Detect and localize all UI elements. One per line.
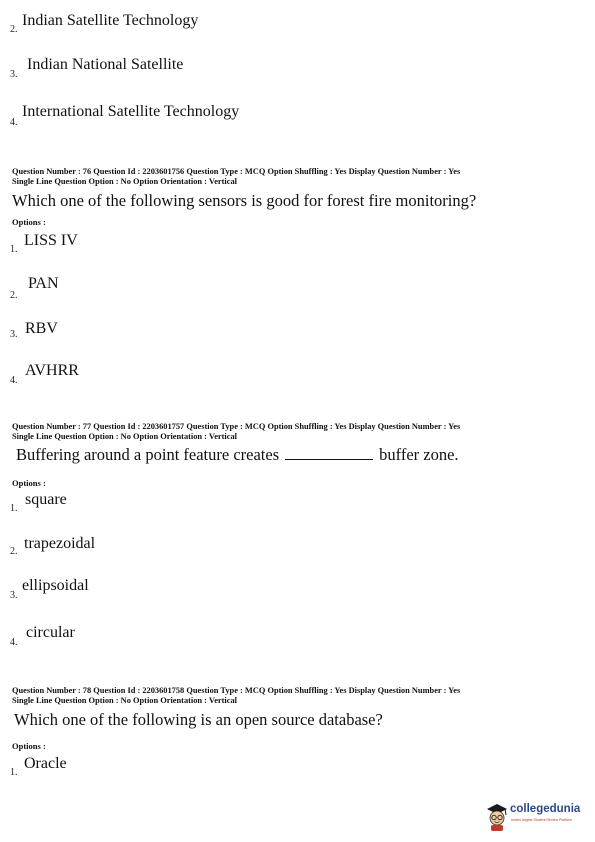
option-text: LISS IV bbox=[24, 232, 78, 249]
question-text-after-blank: buffer zone. bbox=[379, 445, 459, 464]
question-meta-line2: Single Line Question Option : No Option Orientation : Vertical bbox=[12, 696, 237, 705]
option-number: 4. bbox=[10, 375, 18, 386]
option-number: 2. bbox=[10, 290, 18, 301]
question-meta-line1: Question Number : 76 Question Id : 2203601756 Question Type : MCQ Option Shuffling : Yes Display Question Number : Yes bbox=[12, 167, 461, 176]
fill-in-blank bbox=[285, 458, 373, 460]
options-label: Options : bbox=[12, 741, 46, 751]
option-text: square bbox=[25, 491, 67, 508]
question-meta-line1: Question Number : 77 Question Id : 2203601757 Question Type : MCQ Option Shuffling : Yes Display Question Number : Yes bbox=[12, 422, 461, 431]
option-text: trapezoidal bbox=[24, 535, 96, 552]
question-meta bbox=[12, 422, 460, 442]
question-text: Which one of the following is an open source database? bbox=[14, 710, 383, 729]
option-text: Indian National Satellite bbox=[27, 56, 184, 73]
option-text: PAN bbox=[28, 275, 59, 292]
option-number: 1. bbox=[10, 244, 18, 255]
option-text: International Satellite Technology bbox=[22, 103, 240, 120]
question-meta-line2: Single Line Question Option : No Option Orientation : Vertical bbox=[12, 177, 237, 186]
option-number: 2. bbox=[10, 546, 18, 557]
question-meta-line2: Single Line Question Option : No Option Orientation : Vertical bbox=[12, 432, 237, 441]
option-text: AVHRR bbox=[25, 362, 79, 379]
option-number: 1. bbox=[10, 767, 18, 778]
question-meta bbox=[12, 167, 460, 187]
options-label: Options : bbox=[12, 217, 46, 227]
option-number: 4. bbox=[10, 637, 18, 648]
question-meta-line1: Question Number : 78 Question Id : 2203601758 Question Type : MCQ Option Shuffling : Yes Display Question Number : Yes bbox=[12, 686, 461, 695]
brand-name: collegedunia bbox=[510, 803, 581, 815]
question-meta bbox=[12, 686, 460, 706]
option-text: ellipsoidal bbox=[22, 577, 89, 594]
question-text: Which one of the following sensors is good for forest fire monitoring? bbox=[12, 191, 477, 210]
option-number: 2. bbox=[10, 24, 18, 35]
mascot-icon bbox=[484, 802, 510, 832]
question-text bbox=[16, 445, 459, 465]
option-number: 4. bbox=[10, 117, 18, 128]
option-text: Oracle bbox=[24, 755, 67, 772]
option-number: 3. bbox=[10, 329, 18, 340]
option-number: 1. bbox=[10, 503, 18, 514]
brand-tagline: India's largest Student Review Platform bbox=[511, 818, 572, 822]
option-text: Indian Satellite Technology bbox=[22, 12, 199, 29]
collegedunia-logo bbox=[484, 800, 589, 834]
option-number: 3. bbox=[10, 590, 18, 601]
question-text-before-blank: Buffering around a point feature creates bbox=[16, 445, 280, 464]
options-label: Options : bbox=[12, 478, 46, 488]
option-text: RBV bbox=[25, 320, 58, 337]
option-text: circular bbox=[26, 624, 75, 641]
option-number: 3. bbox=[10, 69, 18, 80]
